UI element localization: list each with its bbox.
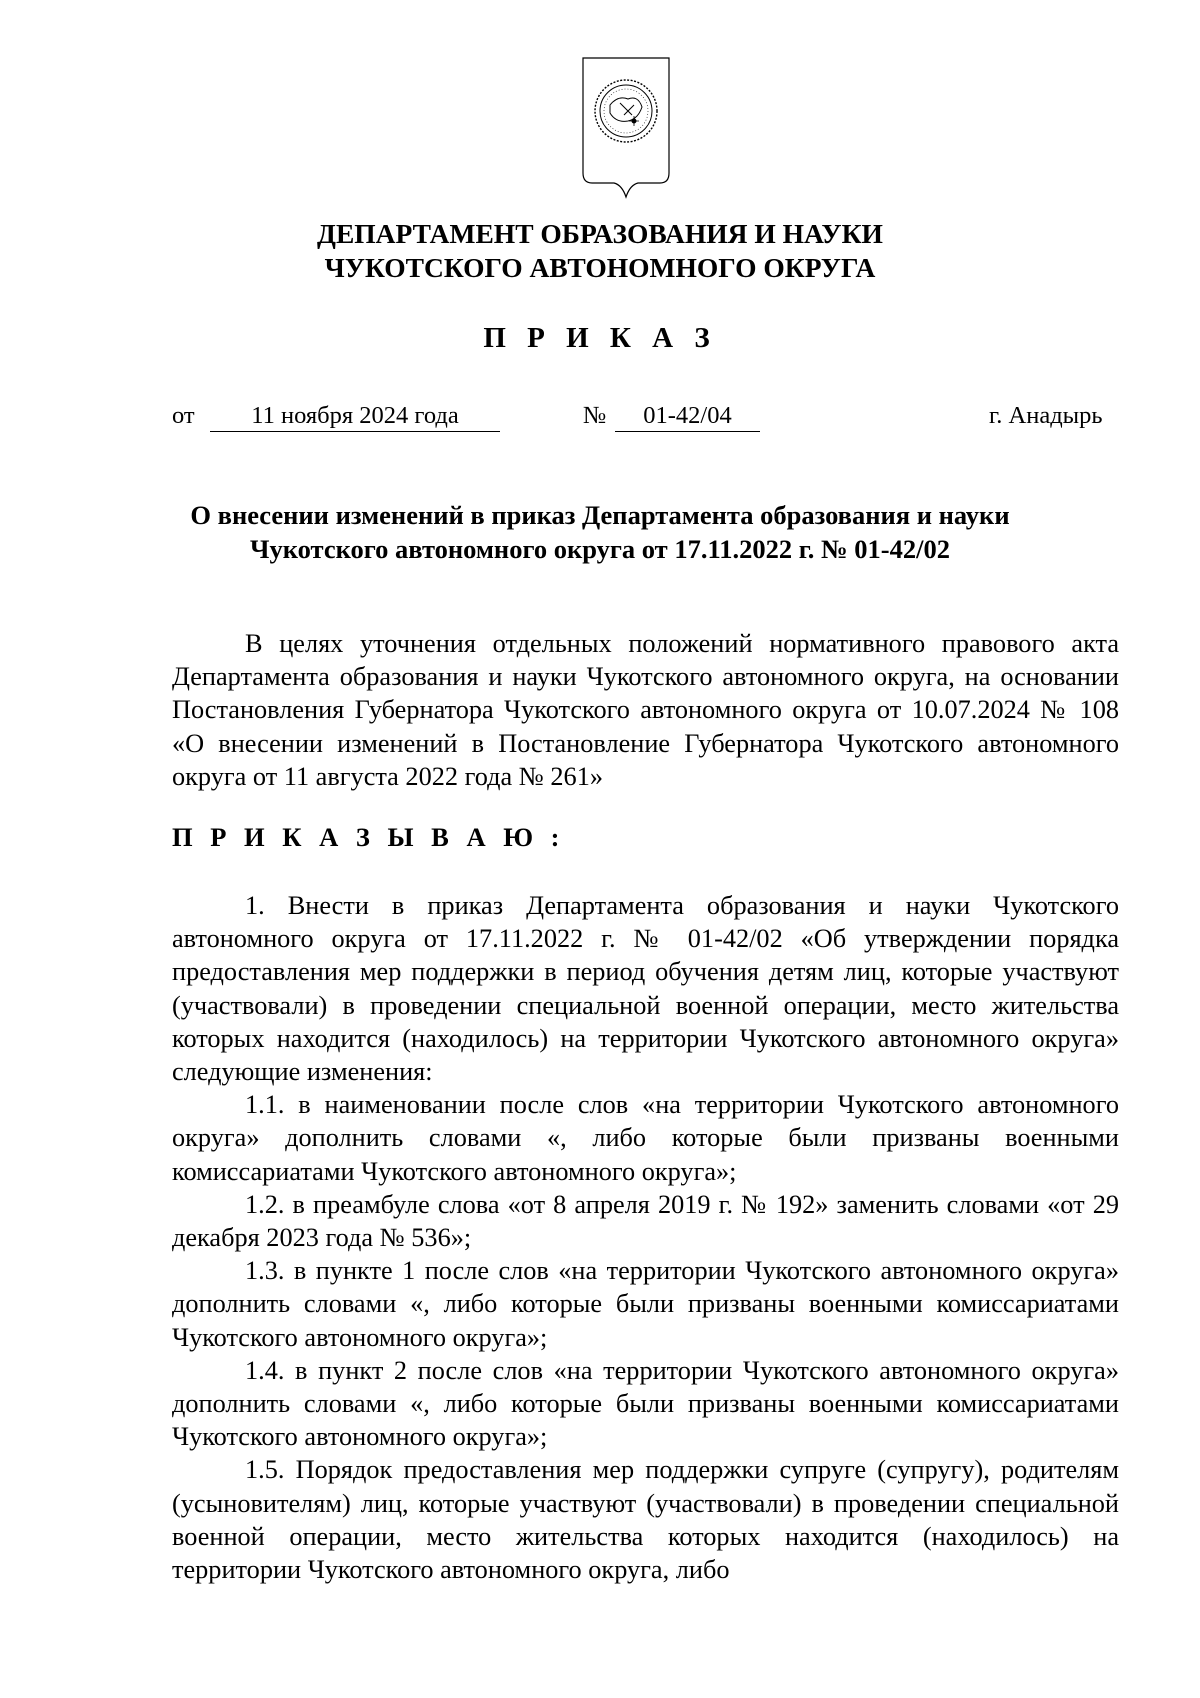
order-subject-line2: Чукотского автономного округа от 17.11.2022 г. № 01-42/02 [250,534,950,564]
coat-of-arms-emblem [580,55,672,205]
department-name-line1: ДЕПАРТАМЕНТ ОБРАЗОВАНИЯ И НАУКИ [317,218,883,249]
preamble [172,627,1119,793]
order-date: 11 ноября 2024 года [210,401,500,432]
city-name: г. Анадырь [989,402,1103,429]
order-item: 1.5. Порядок предоставления мер поддержки супруге (супругу), родителям (усыновителям) лиц, которые участвуют (участвовали) в проведении специальной военной операции, место жительства которых находится (находилось) на территории Чукотского автономного округа, либо [172,1455,1119,1585]
order-subject [0,498,1200,566]
preamble-text: В целях уточнения отдельных положений нормативного правового акта Департамента образования и науки Чукотского автономного округа, на основании Постановления Губернатора Чукотского автономного округа от 10.07.2024 № 108 «О внесении изменений в Постановление Губернатора Чукотского автономного округа от 11 августа 2022 года № 261» [172,629,1119,791]
order-item: 1.1. в наименовании после слов «на территории Чукотского автономного округа» дополнить словами «, либо которые были призваны военными комиссариатами Чукотского автономного округа»; [172,1090,1119,1186]
order-item: 1. Внести в приказ Департамента образования и науки Чукотского автономного округа от 17.11.2022 г. № 01-42/02 «Об утверждении порядка предоставления мер поддержки в период обучения детям лиц, которые участвуют (участвовали) в проведении специальной военной операции, место жительства которых находится (находилось) на территории Чукотского автономного округа» следующие изменения: [172,891,1119,1087]
order-item: 1.2. в преамбуле слова «от 8 апреля 2019 г. № 192» заменить словами «от 29 декабря 2023 года № 536»; [172,1189,1119,1253]
department-name [0,217,1200,285]
decree-word: П Р И К А З Ы В А Ю : [172,822,565,852]
number-label: № [583,402,607,429]
date-prefix: от [172,402,195,429]
order-number: 01-42/04 [615,401,760,432]
order-items [172,889,1119,1586]
order-item: 1.3. в пункте 1 после слов «на территории Чукотского автономного округа» дополнить словами «, либо которые были призваны военными комиссариатами Чукотского автономного округа»; [172,1256,1119,1352]
department-name-line2: ЧУКОТСКОГО АВТОНОМНОГО ОКРУГА [324,252,876,283]
order-subject-line1: О внесении изменений в приказ Департамента образования и науки [190,500,1010,530]
order-item: 1.4. в пункт 2 после слов «на территории Чукотского автономного округа» дополнить словами «, либо которые были призваны военными комиссариатами Чукотского автономного округа»; [172,1355,1119,1452]
order-title: П Р И К А З [483,322,717,354]
